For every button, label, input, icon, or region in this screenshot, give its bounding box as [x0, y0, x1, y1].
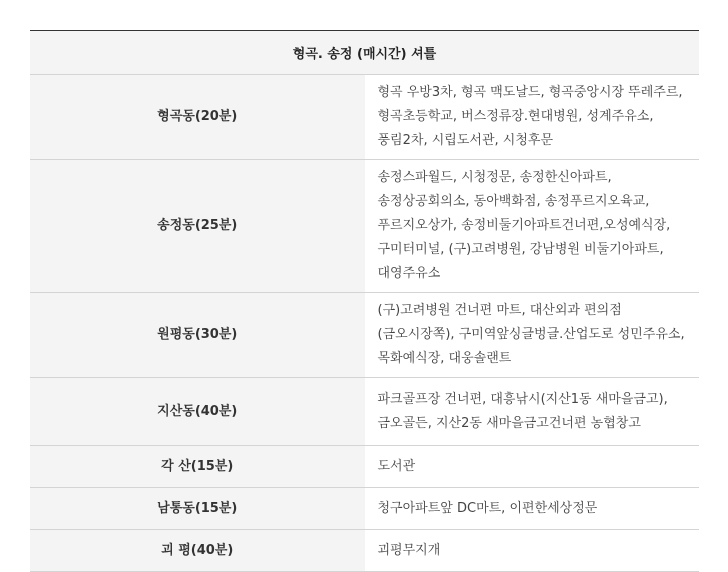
- stops-cell: 도서관: [365, 446, 700, 488]
- table-row: [30, 293, 699, 378]
- table-row: [30, 160, 699, 293]
- stops-cell: 형곡 우방3차, 형곡 맥도날드, 형곡중앙시장 뚜레주르, 형곡초등학교, 버스정류장.현대병원, 성계주유소, 풍림2차, 시립도서관, 시청후문: [365, 75, 700, 160]
- stops-cell: 송정스파월드, 시청정문, 송정한신아파트, 송정상공회의소, 동아백화점, 송정푸르지오육교, 푸르지오상가, 송정비둘기아파트건너편,오성예식장,구미터미널, (구)고려병원, 강남병원 비둘기아파트, 대영주유소: [365, 160, 700, 293]
- stops-cell: (구)고려병원 건너편 마트, 대산외과 편의점(금오시장쪽), 구미역앞싱글벙글.산업도로 성민주유소, 목화예식장, 대웅솔랜트: [365, 293, 700, 378]
- stops-cell: 괴평무지개: [365, 530, 700, 572]
- stops-cell: 파크골프장 건너편, 대흥낚시(지산1동 새마을금고), 금오골든, 지산2동 새마을금고건너편 농협창고: [365, 378, 700, 446]
- table-row: [30, 446, 699, 488]
- area-cell: 지산동(40분): [30, 378, 365, 446]
- table-row: [30, 530, 699, 572]
- table-row: [30, 378, 699, 446]
- shuttle-route-table: [30, 30, 699, 572]
- stops-cell: 청구아파트앞 DC마트, 이편한세상정문: [365, 488, 700, 530]
- area-cell: 각 산(15분): [30, 446, 365, 488]
- area-cell: 남통동(15분): [30, 488, 365, 530]
- table-row: [30, 488, 699, 530]
- area-cell: 형곡동(20분): [30, 75, 365, 160]
- table-title: 형곡. 송정 (매시간) 셔틀: [30, 31, 699, 75]
- area-cell: 송정동(25분): [30, 160, 365, 293]
- table-header-row: [30, 31, 699, 75]
- area-cell: 원평동(30분): [30, 293, 365, 378]
- area-cell: 괴 평(40분): [30, 530, 365, 572]
- table-row: [30, 75, 699, 160]
